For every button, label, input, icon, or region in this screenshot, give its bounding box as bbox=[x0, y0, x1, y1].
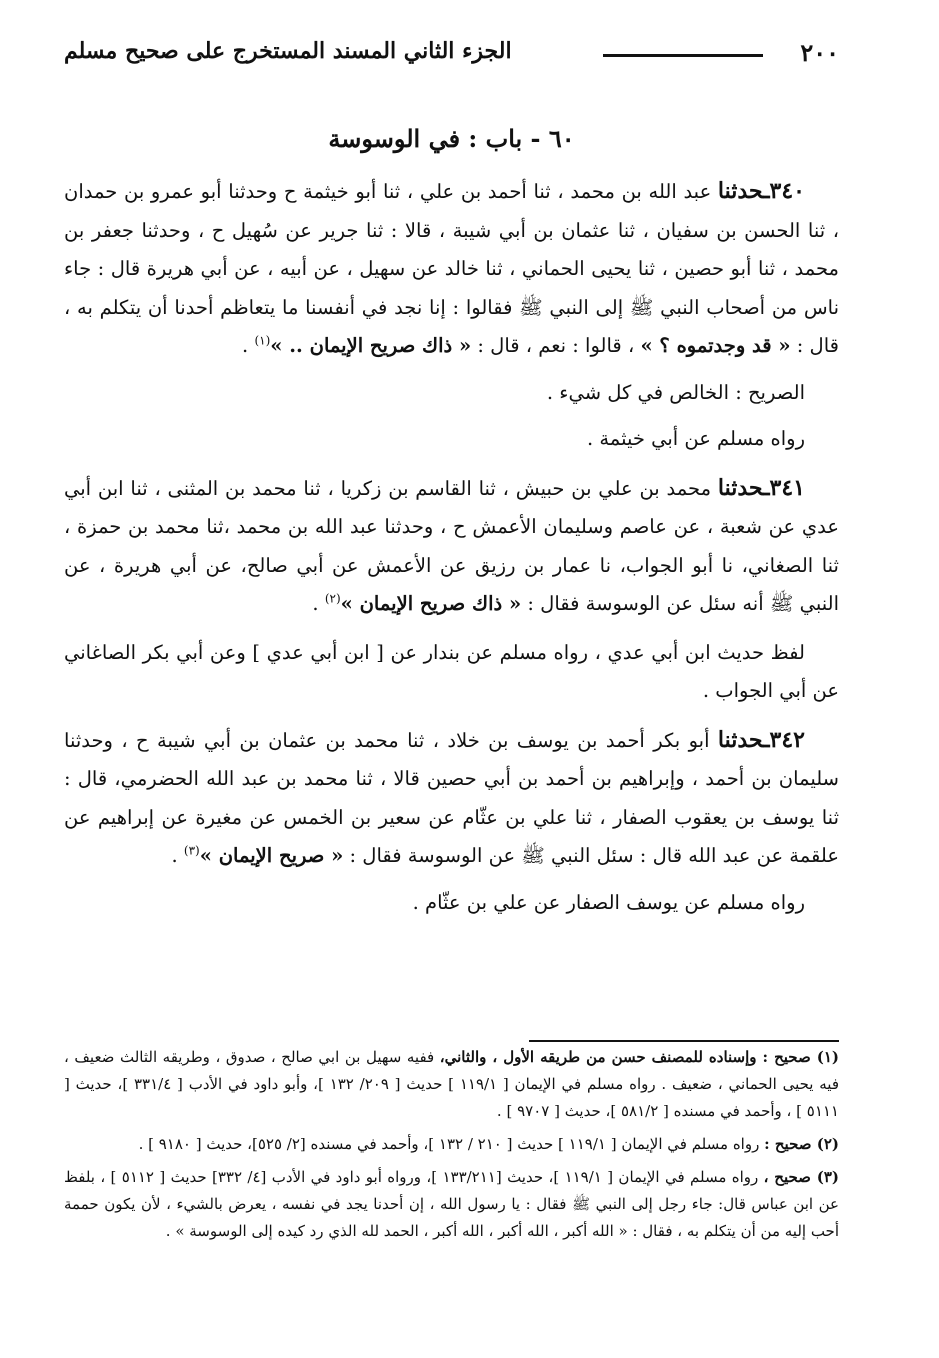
hadith-number: ٣٤١ bbox=[769, 474, 805, 501]
hadith-end: . bbox=[171, 844, 184, 867]
haddathana-marker: ـحدثنا bbox=[717, 474, 770, 501]
header-rule bbox=[603, 54, 763, 57]
footnote-rule bbox=[529, 1040, 839, 1042]
hadith-number: ٣٤٢ bbox=[769, 726, 805, 753]
footnote-2 bbox=[64, 1131, 839, 1158]
haddathana-marker: ـحدثنا bbox=[717, 726, 770, 753]
footnote-label: (١) صحيح : وإسناده للمصنف حسن من طريقه الأول ، والثاني، bbox=[439, 1048, 839, 1066]
hadith-text: محمد بن علي بن حبيش ، ثنا القاسم بن زكريا ، ثنا محمد بن المثنى ، ثنا ابن أبي عدي عن شعبة ، عن عاصم وسليمان الأعمش ح ، وحدثنا عبد الله بن محمد ،ثنا محمد بن حمزة ، ثنا الصغاني، نا أبو الجواب، نا عمار بن رزيق عن الأعمش عن أبي صالح، عن أبي هريرة ، عن النبي ﷺ أنه سئل عن الوسوسة فقال : bbox=[64, 476, 839, 615]
commentary-line: الصريح : الخالص في كل شيء . bbox=[546, 380, 805, 404]
footnote-text: رواه مسلم في الإيمان [ ١١٩/١ ]، حديث [١٣٣/٢١١ ]، ورواه أبو داود في الأدب [٤/ ٣٣٢] حديث [ ٥١١٢ ] ، بلفظ عن ابن عباس قال: جاء رجل إلى النبي ﷺ فقال : يا رسول الله ، إن أحدنا يجد في نفسه ، يعرض بالشيء ، لأن يكون حممة أحب إليه من أن يتكلم به ، فقال : « الله أكبر ، الله أكبر ، الله أكبر ، الحمد لله الذي رد كيده إلى الوسوسة » . bbox=[64, 1168, 839, 1240]
footnote-3 bbox=[64, 1164, 839, 1245]
commentary-line: رواه مسلم عن أبي خيثمة . bbox=[586, 427, 805, 450]
prophetic-quote: « قد وجدتموه ؟ » bbox=[640, 334, 791, 357]
footnote-ref[interactable]: (١) bbox=[254, 333, 271, 348]
hadith-341 bbox=[64, 469, 839, 624]
commentary-line: رواه مسلم عن يوسف الصفار عن علي بن عثّام . bbox=[412, 890, 805, 914]
hadith-end: . bbox=[312, 592, 325, 615]
footnote-1 bbox=[64, 1044, 839, 1125]
footnote-ref[interactable]: (٢) bbox=[324, 591, 341, 606]
running-header bbox=[64, 38, 839, 78]
chapter-title: ٦٠ - باب : في الوسوسة bbox=[328, 124, 575, 153]
haddathana-marker: ـحدثنا bbox=[717, 178, 770, 204]
footnote-text: رواه مسلم في الإيمان [ ١١٩/١ ] حديث [ ٢١٠ / ١٣٢ ]، وأحمد في مسنده [٢/ ٥٢٥]، حديث [ ٩١٨٠ ] . bbox=[138, 1135, 765, 1153]
footnote-text: ففيه سهيل بن ابي صالح ، صدوق ، وطريقه الثالث ضعيف ، فيه يحيى الحماني ، ضعيف . رواه مسلم في الإيمان [ ١١٩/١ ] حديث [ ٢٠٩/ ١٣٢ ]، وأبو داود في الأدب [ ٣٣١/٤ ]، حديث [ ٥١١١ ] ، وأحمد في مسنده [ ٥٨١/٢ ]، حديث [ ٩٧٠٧ ] . bbox=[64, 1048, 840, 1120]
hadith-text: عبد الله بن محمد ، ثنا أحمد بن علي ، ثنا أبو خيثمة ح وحدثنا أبو عمرو بن حمدان ، ثنا الحسن بن سفيان ، ثنا عثمان بن أبي شيبة ، قالا : ثنا جرير عن سُهيل ح ، وحدثنا جعفر بن محمد ، ثنا أبو حصين ، ثنا يحيى الحماني ، ثنا خالد عن سهيل ، عن أبيه ، عن أبي هريرة قال : جاء ناس من أصحاب النبي ﷺ إلى النبي ﷺ فقالوا : إنا نجد في أنفسنا ما يتعاظم أحدنا أن يتكلم به ، قال : bbox=[64, 180, 840, 357]
main-text bbox=[64, 172, 839, 922]
hadith-text: أبو بكر أحمد بن يوسف بن خلاد ، ثنا محمد بن عثمان بن أبي شيبة ح ، وحدثنا سليمان بن أحمد ، وإبراهيم بن أحمد بن أبي حصين قالا ، ثنا محمد بن عبد الله الحضرمي، قال : ثنا يوسف بن يعقوب الصفار ، ثنا علي بن عثّام عن سعير بن الخمس عن مغيرة عن إبراهيم عن علقمة عن عبد الله قال : سئل النبي ﷺ عن الوسوسة فقال : bbox=[64, 728, 839, 867]
prophetic-quote: « ذاك صريح الإيمان » bbox=[340, 592, 522, 615]
footnotes bbox=[64, 1044, 839, 1251]
page-number: ٢٠٠ bbox=[800, 38, 839, 67]
hadith-text: ، قالوا : نعم ، قال : bbox=[471, 334, 641, 357]
running-title: الجزء الثاني المسند المستخرج على صحيح مسلم bbox=[64, 38, 512, 64]
prophetic-quote: « ذاك صريح الإيمان .. » bbox=[270, 334, 472, 357]
hadith-end: . bbox=[242, 334, 255, 357]
footnote-label: (٣) صحيح ، bbox=[763, 1168, 839, 1186]
footnote-ref[interactable]: (٣) bbox=[183, 843, 200, 858]
hadith-342 bbox=[64, 721, 839, 876]
hadith-340 bbox=[64, 172, 839, 366]
hadith-number: ٣٤٠ bbox=[769, 178, 805, 204]
footnote-label: (٢) صحيح : bbox=[764, 1135, 839, 1153]
prophetic-quote: « صريح الإيمان » bbox=[199, 844, 344, 867]
commentary-line: لفظ حديث ابن أبي عدي ، رواه مسلم عن بندار عن [ ابن أبي عدي ] وعن أبي بكر الصاغاني عن أبي الجواب . bbox=[64, 640, 839, 702]
